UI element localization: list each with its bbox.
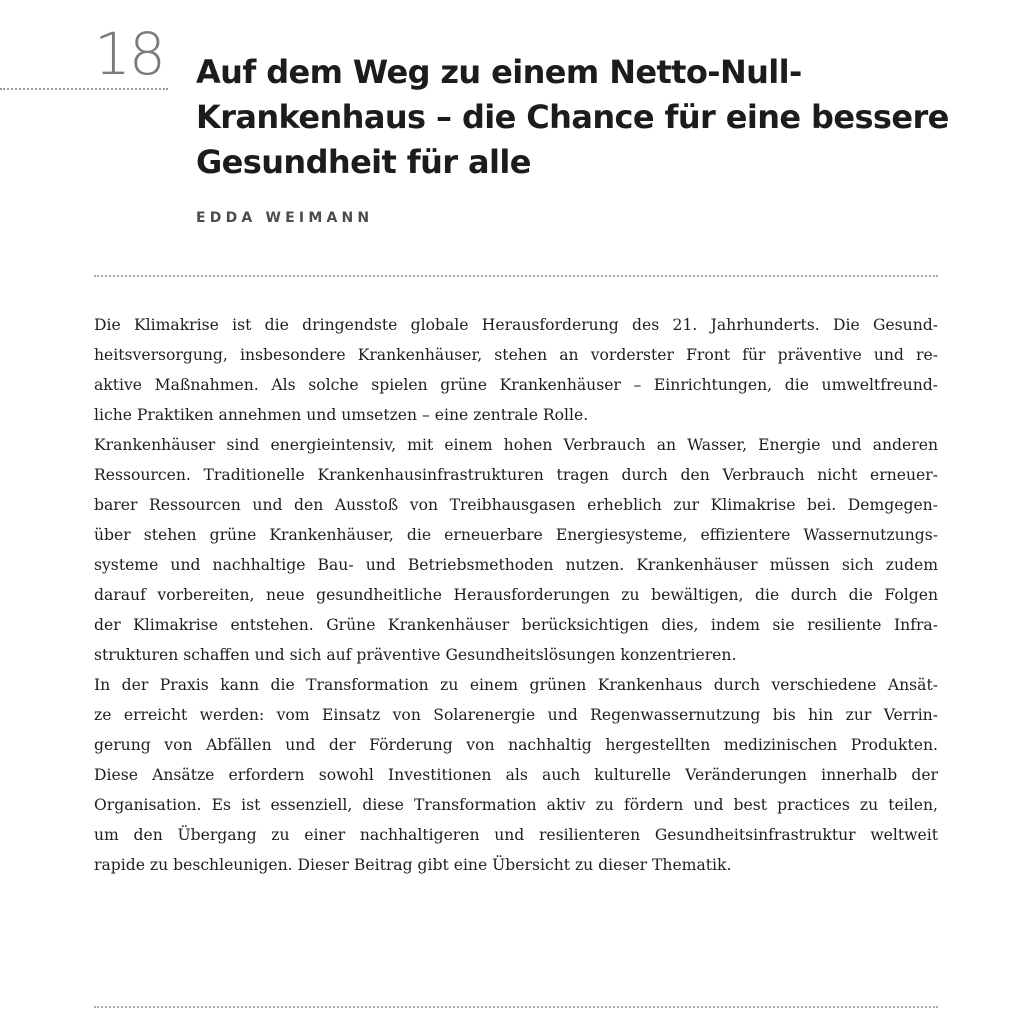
paragraph-intro (94, 310, 938, 430)
text-line: Diese Ansätze erfordern sowohl Investitionen als auch kulturelle Veränderungen innerhalb der (94, 766, 938, 784)
separator-rule-bottom (94, 1006, 938, 1008)
text-line: heitsversorgung, insbesondere Krankenhäuser, stehen an vorderster Front für präventive und re- (94, 346, 938, 364)
text-line: Organisation. Es ist essenziell, diese Transformation aktiv zu fördern und best practices zu teilen, (94, 796, 938, 814)
chapter-title-line: Krankenhaus – die Chance für eine bessere (196, 98, 949, 136)
paragraph-energy (94, 430, 938, 670)
text-line: strukturen schaffen und sich auf präventive Gesundheitslösungen konzentrieren. (94, 646, 737, 664)
text-line: Die Klimakrise ist die dringendste globale Herausforderung des 21. Jahrhunderts. Die Gesund- (94, 316, 938, 334)
separator-rule-top (94, 275, 938, 277)
text-line: aktive Maßnahmen. Als solche spielen grüne Krankenhäuser – Einrichtungen, die umweltfreund- (94, 376, 938, 394)
abstract-body (94, 310, 938, 880)
text-line: Ressourcen. Traditionelle Krankenhausinfrastrukturen tragen durch den Verbrauch nicht erneuer- (94, 466, 938, 484)
author-name: EDDA WEIMANN (196, 210, 374, 226)
chapter-title (196, 50, 956, 185)
text-line: über stehen grüne Krankenhäuser, die erneuerbare Energiesysteme, effizientere Wassernutzungs- (94, 526, 938, 544)
chapter-number: 18 (94, 20, 164, 88)
text-line: systeme und nachhaltige Bau- und Betriebsmethoden nutzen. Krankenhäuser müssen sich zudem (94, 556, 938, 574)
text-line: gerung von Abfällen und der Förderung von nachhaltig hergestellten medizinischen Produkten. (94, 736, 938, 754)
text-line: darauf vorbereiten, neue gesundheitliche Herausforderungen zu bewältigen, die durch die Folgen (94, 586, 938, 604)
text-line: liche Praktiken annehmen und umsetzen – eine zentrale Rolle. (94, 406, 589, 424)
chapter-number-rule (0, 88, 168, 90)
chapter-title-line: Gesundheit für alle (196, 143, 531, 181)
chapter-title-line: Auf dem Weg zu einem Netto-Null- (196, 53, 802, 91)
text-line: Krankenhäuser sind energieintensiv, mit einem hohen Verbrauch an Wasser, Energie und anderen (94, 436, 938, 454)
text-line: barer Ressourcen und den Ausstoß von Treibhausgasen erheblich zur Klimakrise bei. Demgegen- (94, 496, 938, 514)
paragraph-practice (94, 670, 938, 880)
text-line: ze erreicht werden: vom Einsatz von Solarenergie und Regenwassernutzung bis hin zur Verrin- (94, 706, 938, 724)
text-line: In der Praxis kann die Transformation zu einem grünen Krankenhaus durch verschiedene Ansät- (94, 676, 938, 694)
text-line: der Klimakrise entstehen. Grüne Krankenhäuser berücksichtigen dies, indem sie resiliente Infra- (94, 616, 938, 634)
text-line: um den Übergang zu einer nachhaltigeren und resilienteren Gesundheitsinfrastruktur weltweit (94, 826, 938, 844)
text-line: rapide zu beschleunigen. Dieser Beitrag gibt eine Übersicht zu dieser Thematik. (94, 856, 732, 874)
